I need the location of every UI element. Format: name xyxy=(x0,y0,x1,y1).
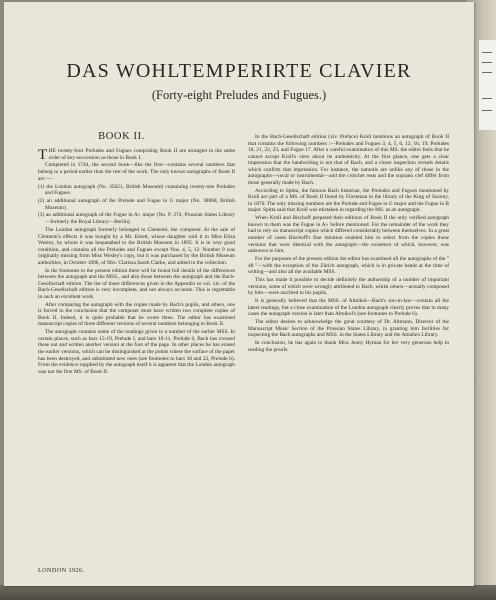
paragraph: The autograph contains some of the readings given in a number of the earlier MSS. In certain places, such as bars 15-19, Prelude I, and bars 10-11, Prelude 6, Bach has crossed these out and written another version at the foot of the page. In other places he has erased the earlier versions, which can be distinguished at the points where the surface of the paper has been destroyed, and substituted new ones (see footnotes to bars 18 and 22, Prelude 6). From the evidence supplied by the autograph itself it is apparent that the London autograph was not the first MS. of Book II. xyxy=(38,329,235,375)
place-date-footer: LONDON 1926. xyxy=(38,567,85,574)
paragraph: When Kroll and Bischoff prepared their editions of Book II the only verified autograph known to them was the Fugue in A♭ before mentioned. For the remainder of the work they had to rely on manuscript copies which differed considerably between themselves. In a great number of cases Bischoff's fine intuition enabled him to select from the copies those versions that were identical with the autograph—the existence of which, however, was unknown to him. xyxy=(248,215,449,255)
right-text-column xyxy=(248,134,449,564)
paragraph: The editor desires to acknowledge the great courtesy of Dr. Altmann, Director of the Manuscript Music Section of the Prussian States Library, in granting him facilities for inspecting the Bach autographs and MSS. in the States Library and the Amalien Library. xyxy=(248,319,449,339)
paragraph: In the footnotes to the present edition there will be found full details of the differences between the autograph and the MSS., and also those between the autograph and the Bach-Gesellschaft edition. The list of these differences given in the Appendix to vol. xiv. of the Bach-Gesellschaft edition is very incomplete, and not always accurate. This is regrettable in such an excellent work. xyxy=(38,267,235,300)
paragraph: After comparing the autograph with the copies made by Bach's pupils, and others, one is forced to the conclusion that the composer must have written two complete copies of Book II. Indeed, it is quite probable that he wrote three. The editor has examined manuscript copies of three different versions of several numbers belonging to Book II. xyxy=(38,301,235,328)
strip-mark xyxy=(482,98,492,99)
strip-mark xyxy=(482,62,492,63)
strip-mark xyxy=(482,110,492,111)
page-title: DAS WOHLTEMPERIRTE CLAVIER xyxy=(66,60,412,82)
strip-mark xyxy=(482,72,492,73)
paragraph xyxy=(38,148,235,161)
list-item: (1) the London autograph (No. 35021, British Museum) containing twenty-one Preludes and Fugues. xyxy=(38,183,235,197)
drop-cap: T xyxy=(38,148,48,163)
paragraph: It is generally believed that the MSS. of Altnikol—Bach's son-in-law—contain all the latest readings, but a close examination of the London autograph clearly proves that in many cases the autograph version is later than Altnikol's (see footnotes to Prelude 6). xyxy=(248,298,449,318)
paragraph: In the Bach-Gesellschaft edition (xiv. Preface) Kroll mentions an autograph of Book II that contains the following numbers :—Preludes and Fugues 3, 4, 5, 6, 12, 16, 19; Preludes 18, 21, 22, 23, and Fugue 17. After a careful examination of this MS. the editor feels that he cannot accept Kroll's view about its authenticity. At the first glance, one gets a clear impression that the handwriting is not that of Bach, and a closer inspection reveals details which confirm that impression. For instance, the naturals are unlike any of those in the autographs—vocal or instrumental—and the crotchet rests and the soprano clef differ from those generally made by Bach. xyxy=(248,134,449,186)
table-edge xyxy=(0,585,496,600)
document-page xyxy=(4,2,474,586)
section-heading: BOOK II. xyxy=(98,131,145,142)
list-item: (2) an additional autograph of the Prelude and Fugue in G major (No. 38068, British Museum). xyxy=(38,198,235,211)
background-paper-strip xyxy=(478,40,496,130)
paragraph: For the purposes of the present edition the editor has examined all the autographs of the " 48 "—with the exception of the Zürich autograph, which is in private hands at the time of writing—and also all the available MSS. xyxy=(248,256,449,276)
left-text-column xyxy=(38,148,235,552)
page-subtitle: (Forty-eight Preludes and Fugues.) xyxy=(151,88,327,102)
paragraph-text: HE twenty-four Preludes and Fugues comprising Book II are arranged in the same order of key-succession as those in Book I. xyxy=(48,148,235,161)
strip-mark xyxy=(482,52,492,53)
paragraph: In conclusion, he has again to thank Miss Jenny Hyman for her very generous help in reading the proofs. xyxy=(248,340,449,353)
paragraph: The London autograph formerly belonged to Clementi, the composer. At the sale of Clementi's effects it was bought by a Mr. Emett, whose daughter sold it to Miss Eliza Wesley, by whom it was bequeathed to the British Museum in 1895. It is in very good condition, and contains all the Preludes and Fugues except Nos. 4, 5, 12. Number 9 was originally missing from Miss Wesley's copy, but it was purchased by the British Museum authorities, in October 1896, of Mrs. Clarissa Sarah Clarke, and added to the collection. xyxy=(38,226,235,266)
paragraph: According to Spitta, the famous Bach historian, the Preludes and Fugues mentioned by Kroll are part of a MS. of Book II found by Fürstenau in the library of the King of Saxony, in 1876. The only missing numbers are the Prelude and Fugue in G major and the Fugue in B major. Spitta said that Kroll was mistaken in regarding the MS. as an autograph. xyxy=(248,187,449,214)
paragraph: This has made it possible to decide definitely the authorship of a number of important versions, some of which were wrongly attributed to Bach, whilst others—actually composed by him—were ascribed to his pupils. xyxy=(248,277,449,297)
list-item: (3) an additional autograph of the Fugue in A♭ major (No. P. 274, Prussian States Library—formerly the Royal Library—Berlin). xyxy=(38,212,235,226)
paragraph: Completed in 1744, the second book—like the first—contains several numbers that belong to a period earlier than the rest of the work. The only known autographs of Book II are :— xyxy=(38,162,235,182)
